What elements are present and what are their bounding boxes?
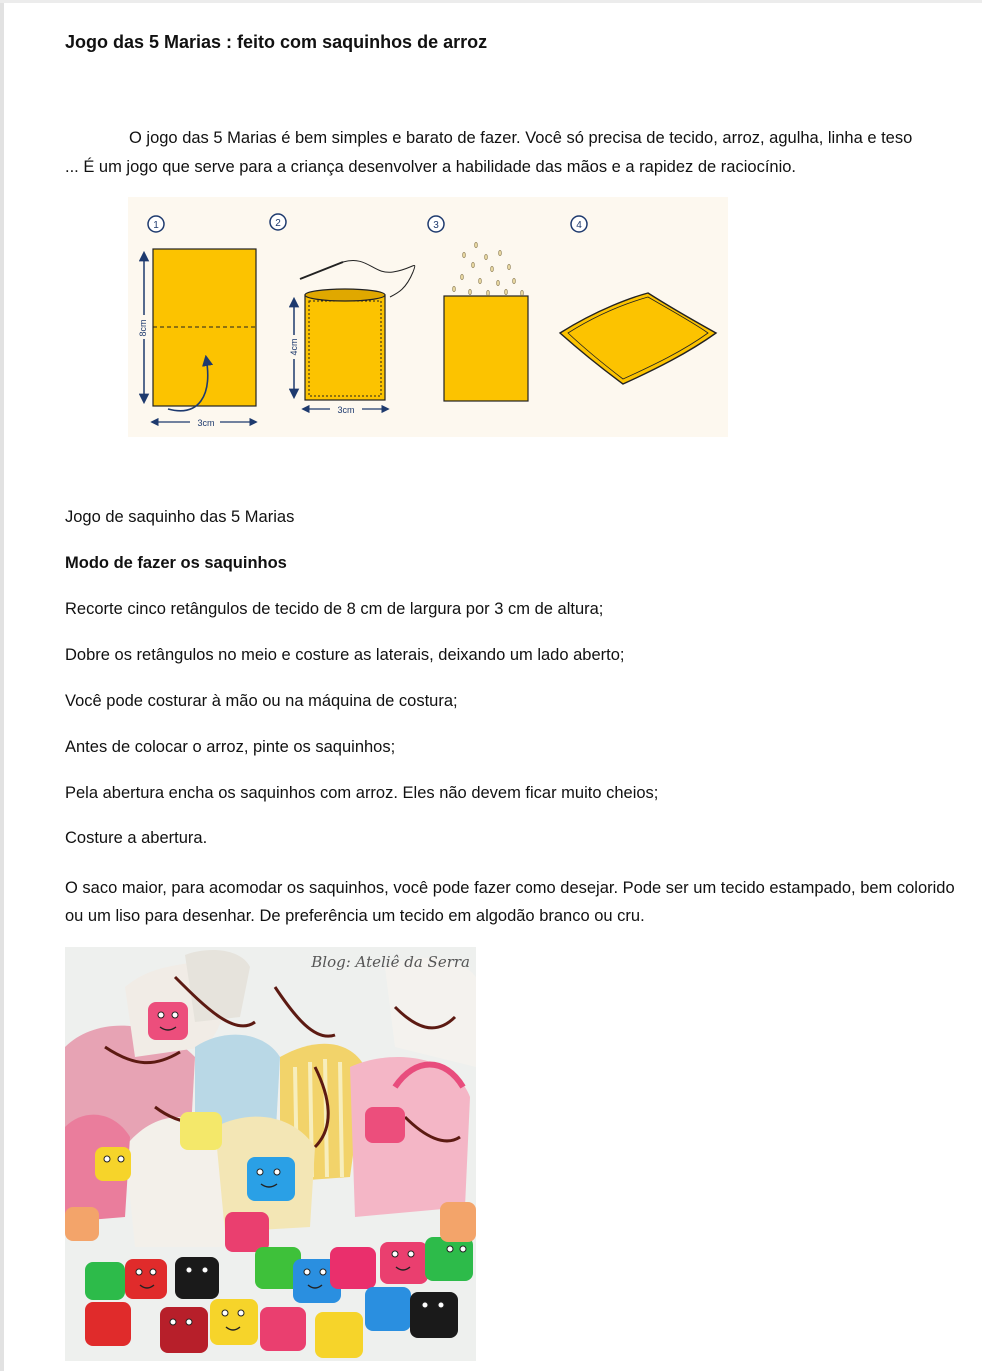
finished-bags-photo (65, 947, 476, 1361)
label-4cm: 4cm (289, 338, 299, 356)
intro-line-1: O jogo das 5 Marias é bem simples e barato de fazer. Você só precisa de tecido, arroz, agulha, linha e teso (129, 129, 913, 147)
instruction-step-5: Pela abertura encha os saquinhos com arroz. Eles não devem ficar muito cheios; (65, 784, 659, 802)
label-3cm-step2: 3cm (337, 405, 355, 415)
instruction-step-1: Recorte cinco retângulos de tecido de 8 cm de largura por 3 cm de altura; (65, 600, 604, 618)
step-3-filling (444, 242, 528, 401)
step-1-number: 1 (153, 220, 159, 231)
photo-watermark: Blog: Ateliê da Serra (311, 953, 470, 971)
instruction-step-4: Antes de colocar o arroz, pinte os saquinhos; (65, 738, 396, 756)
step-4-badge (571, 216, 587, 232)
sewing-diagram-svg (128, 197, 728, 437)
label-3cm-step1: 3cm (197, 418, 215, 428)
photo-illustration (65, 947, 476, 1361)
step-3-number: 3 (433, 220, 439, 231)
instruction-step-3: Você pode costurar à mão ou na máquina de costura; (65, 692, 458, 710)
closing-paragraph: O saco maior, para acomodar os saquinhos, você pode fazer como desejar. Pode ser um tecido estampado, bem colorido ou um liso para desenhar. De preferência um tecido em algodão branco ou cru. (65, 879, 955, 925)
page-top-edge (0, 0, 982, 3)
step-4-number: 4 (576, 220, 582, 231)
intro-line-2: ... É um jogo que serve para a criança desenvolver a habilidade das mãos e a rapidez de raciocínio. (65, 158, 797, 176)
step-1-badge (148, 216, 164, 232)
step-2-badge (270, 214, 286, 230)
section-heading: Modo de fazer os saquinhos (65, 554, 287, 572)
label-8cm: 8cm (138, 319, 148, 337)
step-3-badge (428, 216, 444, 232)
page-left-edge (0, 0, 4, 1371)
instruction-step-2: Dobre os retângulos no meio e costure as laterais, deixando um lado aberto; (65, 646, 625, 664)
instruction-step-6: Costure a abertura. (65, 829, 208, 847)
diagram-caption: Jogo de saquinho das 5 Marias (65, 508, 295, 526)
intro-paragraph (65, 124, 982, 182)
step-2-pouch (288, 261, 415, 415)
sewing-diagram (128, 197, 728, 437)
step-2-number: 2 (275, 218, 281, 229)
document-title: Jogo das 5 Marias : feito com saquinhos de arroz (65, 32, 488, 52)
step-1-fabric (138, 249, 256, 428)
step-4-finished-pouch (560, 293, 716, 384)
